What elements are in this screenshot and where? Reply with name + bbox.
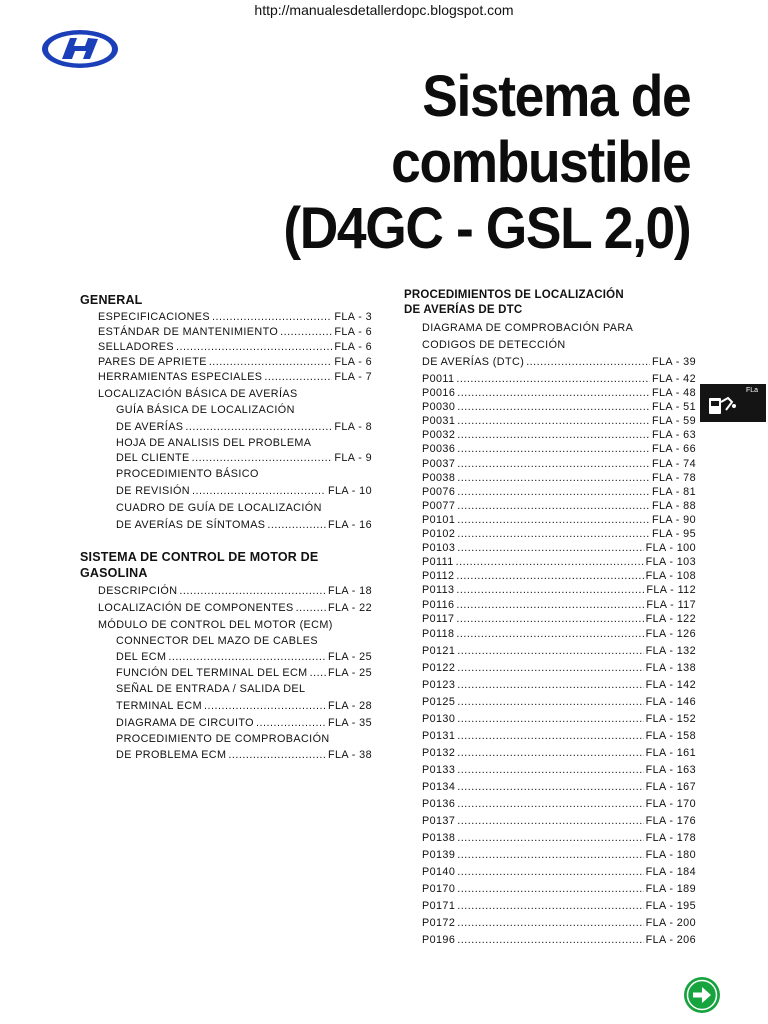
- dtc-page: FLA - 66: [651, 443, 696, 456]
- toc-entry-title: ESTÁNDAR DE MANTENIMIENTO: [98, 326, 279, 338]
- toc-subheading: MÓDULO DE CONTROL DEL MOTOR (ECM): [98, 619, 333, 631]
- dtc-code: P0130: [422, 712, 456, 725]
- toc-entry-title: DIAGRAMA DE CIRCUITO: [116, 717, 254, 729]
- dtc-entry[interactable]: [422, 428, 696, 442]
- dtc-page: FLA - 90: [651, 513, 696, 526]
- dot-leader: [456, 583, 644, 597]
- arrow-right-icon: [684, 977, 720, 1013]
- dtc-code: P0016: [422, 387, 456, 400]
- toc-entry-title: CUADRO DE GUÍA DE LOCALIZACIÓN: [116, 502, 322, 514]
- dtc-entry[interactable]: [422, 555, 696, 569]
- toc-entry-page: FLA - 6: [334, 356, 372, 368]
- dtc-entry[interactable]: [422, 442, 696, 456]
- dtc-page: FLA - 178: [645, 831, 696, 844]
- page-title: [283, 64, 690, 262]
- dtc-code: P0101: [422, 513, 456, 526]
- dtc-code: P0032: [422, 429, 456, 442]
- dtc-page: FLA - 167: [645, 780, 696, 793]
- dot-leader: [457, 915, 643, 932]
- dtc-entry[interactable]: [422, 779, 696, 796]
- dtc-page: FLA - 180: [645, 848, 696, 861]
- dot-leader: [456, 372, 650, 386]
- dtc-code: P0133: [422, 763, 456, 776]
- dtc-code: P0112: [422, 570, 455, 583]
- dtc-entry[interactable]: [422, 386, 696, 400]
- dot-leader: [212, 310, 332, 325]
- dot-leader: [457, 796, 643, 813]
- dtc-code: P0123: [422, 678, 456, 691]
- toc-right-column: [404, 288, 696, 949]
- dot-leader: [457, 643, 643, 660]
- dot-leader: [456, 598, 644, 612]
- dot-leader: [457, 471, 650, 485]
- dtc-page: FLA - 117: [646, 598, 696, 611]
- dtc-page: FLA - 189: [645, 882, 696, 895]
- dot-leader: [457, 830, 643, 847]
- dtc-code: P0140: [422, 865, 456, 878]
- dtc-code: P0137: [422, 814, 456, 827]
- toc-entry-title: CONNECTOR DEL MAZO DE CABLES: [116, 635, 318, 647]
- dot-leader: [209, 355, 333, 370]
- dtc-entry[interactable]: [422, 915, 696, 932]
- dot-leader: [457, 881, 643, 898]
- dtc-entry[interactable]: [422, 660, 696, 677]
- dtc-code: P0030: [422, 401, 456, 414]
- toc-entry-page: FLA - 18: [327, 585, 372, 597]
- dot-leader: [457, 677, 643, 694]
- dtc-entry[interactable]: [422, 847, 696, 864]
- source-url: http://manualesdetallerdopc.blogspot.com: [254, 2, 514, 18]
- dtc-code: P0076: [422, 485, 456, 498]
- toc-entry[interactable]: [98, 370, 372, 385]
- toc-entry-title: PROCEDIMIENTO DE COMPROBACIÓN: [116, 733, 330, 745]
- dtc-page: FLA - 59: [651, 415, 696, 428]
- toc-entry-page: FLA - 6: [334, 341, 372, 353]
- toc-entry-page: FLA - 28: [327, 700, 372, 712]
- tab-label: FLa: [745, 387, 758, 394]
- dtc-page: FLA - 88: [651, 499, 696, 512]
- dtc-code: P0139: [422, 848, 456, 861]
- toc-subheading: LOCALIZACIÓN BÁSICA DE AVERÍAS: [98, 388, 298, 400]
- dtc-code: P0036: [422, 443, 456, 456]
- toc-entry[interactable]: [116, 747, 372, 763]
- dtc-page: FLA - 42: [651, 373, 696, 385]
- dot-leader: [456, 555, 644, 569]
- dot-leader: [457, 527, 650, 541]
- dot-leader: [457, 898, 643, 915]
- toc-entry-title: CODIGOS DE DETECCIÓN: [422, 339, 566, 351]
- toc-entry-title: PARES DE APRIETE: [98, 356, 207, 368]
- toc-entry-title: DE AVERÍAS: [116, 421, 184, 433]
- dot-leader: [457, 513, 650, 527]
- dtc-page: FLA - 103: [645, 556, 696, 569]
- dtc-entry[interactable]: [422, 932, 696, 949]
- toc-entry-title: DEL ECM: [116, 651, 167, 663]
- dot-leader: [179, 583, 326, 600]
- dtc-entry[interactable]: [422, 830, 696, 847]
- dtc-entry[interactable]: [422, 583, 696, 597]
- dtc-page: FLA - 138: [645, 661, 696, 674]
- section-heading-dtc: [404, 288, 696, 318]
- toc-entry-title: FUNCIÓN DEL TERMINAL DEL ECM: [116, 667, 308, 679]
- toc-entry-title: DE REVISIÓN: [116, 485, 190, 497]
- toc-entry[interactable]: [98, 310, 372, 325]
- toc-entry-page: FLA - 22: [327, 602, 372, 614]
- dtc-code: P0118: [422, 627, 455, 640]
- fuel-pump-icon: [706, 392, 742, 418]
- dtc-entry[interactable]: [422, 457, 696, 471]
- dtc-page: FLA - 122: [645, 612, 696, 625]
- dot-leader: [457, 541, 643, 555]
- dtc-code: P0138: [422, 831, 456, 844]
- toc-entry-title: GUÍA BÁSICA DE LOCALIZACIÓN: [116, 404, 295, 416]
- dtc-entry[interactable]: [422, 471, 696, 485]
- dtc-page: FLA - 161: [645, 746, 696, 759]
- dtc-code: P0077: [422, 499, 456, 512]
- section-heading-line: SISTEMA DE CONTROL DE MOTOR DE: [80, 550, 319, 564]
- dtc-entry[interactable]: [422, 643, 696, 660]
- section-heading-sistema: [80, 549, 372, 581]
- dtc-page: FLA - 81: [651, 485, 696, 498]
- dot-leader: [456, 569, 643, 583]
- dot-leader: [192, 451, 333, 466]
- dtc-page: FLA - 176: [645, 814, 696, 827]
- dtc-page: FLA - 200: [645, 916, 696, 929]
- dot-leader: [457, 660, 643, 677]
- dot-leader: [185, 419, 332, 436]
- dtc-page: FLA - 132: [645, 644, 696, 657]
- dot-leader: [456, 612, 643, 626]
- toc-entry-title: DE PROBLEMA ECM: [116, 749, 227, 761]
- toc-entry-page: FLA - 7: [334, 371, 372, 383]
- toc-entry-page: FLA - 25: [327, 667, 372, 679]
- dot-leader: [457, 847, 643, 864]
- dot-leader: [457, 745, 643, 762]
- toc-entry[interactable]: [116, 517, 372, 534]
- toc-entry[interactable]: [116, 483, 372, 500]
- dot-leader: [526, 354, 650, 371]
- dtc-code: P0111: [422, 556, 454, 569]
- dtc-code: P0121: [422, 644, 456, 657]
- dtc-entry[interactable]: [422, 598, 696, 612]
- dtc-page: FLA - 74: [651, 457, 696, 470]
- dtc-entry[interactable]: [422, 485, 696, 499]
- dot-leader: [457, 485, 650, 499]
- dtc-code-list: [422, 372, 696, 949]
- dtc-entry[interactable]: [422, 541, 696, 555]
- dtc-code: P0038: [422, 471, 456, 484]
- dot-leader: [457, 457, 650, 471]
- toc-entry[interactable]: [98, 340, 372, 355]
- dtc-code: P0037: [422, 457, 456, 470]
- title-line: (D4GC - GSL 2,0): [283, 196, 690, 261]
- dot-leader: [310, 665, 326, 681]
- toc-entry-title: DEL CLIENTE: [116, 452, 190, 464]
- dot-leader: [456, 626, 643, 643]
- dtc-page: FLA - 112: [646, 584, 696, 597]
- dot-leader: [457, 694, 643, 711]
- toc-entry-title: DE AVERÍAS (DTC): [422, 356, 525, 368]
- dot-leader: [280, 325, 332, 340]
- dot-leader: [192, 483, 326, 500]
- dot-leader: [457, 711, 643, 728]
- dtc-page: FLA - 142: [645, 678, 696, 691]
- dot-leader: [457, 762, 643, 779]
- dot-leader: [457, 499, 650, 513]
- dtc-entry[interactable]: [422, 499, 696, 513]
- dtc-entry[interactable]: [422, 626, 696, 643]
- dot-leader: [204, 698, 326, 715]
- dot-leader: [457, 442, 650, 456]
- dot-leader: [457, 932, 643, 949]
- dot-leader: [457, 428, 650, 442]
- dtc-entry[interactable]: [422, 728, 696, 745]
- toc-entry[interactable]: [98, 325, 372, 340]
- dtc-page: FLA - 195: [645, 899, 696, 912]
- dtc-page: FLA - 48: [651, 387, 696, 400]
- section-heading-line: GASOLINA: [80, 566, 148, 580]
- dtc-page: FLA - 163: [645, 763, 696, 776]
- dtc-page: FLA - 108: [645, 570, 696, 583]
- dtc-code: P0103: [422, 542, 456, 555]
- toc-entry[interactable]: [116, 698, 372, 715]
- toc-entry[interactable]: [98, 583, 372, 600]
- toc-entry[interactable]: [116, 451, 372, 466]
- dtc-page: FLA - 95: [651, 528, 696, 541]
- dtc-code: P0125: [422, 695, 456, 708]
- dtc-entry[interactable]: [422, 796, 696, 813]
- dot-leader: [228, 747, 326, 763]
- dtc-entry[interactable]: [422, 612, 696, 626]
- dtc-code: P0113: [422, 584, 455, 597]
- dtc-code: P0122: [422, 661, 456, 674]
- dot-leader: [457, 386, 650, 400]
- dot-leader: [264, 370, 332, 385]
- toc-entry-page: FLA - 10: [327, 485, 372, 497]
- dtc-page: FLA - 184: [645, 865, 696, 878]
- dtc-entry[interactable]: [422, 372, 696, 386]
- dtc-page: FLA - 100: [645, 542, 696, 555]
- dot-leader: [267, 517, 326, 534]
- toc-entry[interactable]: [98, 355, 372, 370]
- dtc-page: FLA - 152: [645, 712, 696, 725]
- dtc-page: FLA - 206: [645, 933, 696, 946]
- dtc-entry[interactable]: [422, 711, 696, 728]
- dot-leader: [457, 400, 650, 414]
- toc-entry-page: FLA - 9: [334, 452, 372, 464]
- dot-leader: [457, 728, 643, 745]
- dtc-code: P0171: [422, 899, 456, 912]
- dtc-page: FLA - 78: [651, 471, 696, 484]
- hyundai-logo-icon: [40, 28, 120, 70]
- dtc-entry[interactable]: [422, 881, 696, 898]
- dtc-code: P0134: [422, 780, 456, 793]
- dtc-entry[interactable]: [422, 414, 696, 428]
- dtc-code: P0117: [422, 612, 455, 625]
- toc-entry-title: PROCEDIMIENTO BÁSICO: [116, 468, 259, 480]
- dtc-code: P0116: [422, 598, 455, 611]
- dot-leader: [168, 649, 326, 665]
- dtc-entry[interactable]: [422, 527, 696, 541]
- section-heading-line: PROCEDIMIENTOS DE LOCALIZACIÓN: [404, 289, 624, 301]
- dtc-code: P0170: [422, 882, 456, 895]
- toc-entry-title: LOCALIZACIÓN DE COMPONENTES: [98, 602, 294, 614]
- dot-leader: [457, 864, 643, 881]
- section-heading-general: GENERAL: [80, 293, 143, 307]
- dtc-entry[interactable]: [422, 569, 696, 583]
- dot-leader: [256, 715, 326, 731]
- toc-entry-title: HOJA DE ANALISIS DEL PROBLEMA: [116, 437, 312, 449]
- toc-entry-title: DE AVERÍAS DE SÍNTOMAS: [116, 519, 266, 531]
- dtc-entry[interactable]: [422, 745, 696, 762]
- toc-entry-page: FLA - 16: [327, 519, 372, 531]
- toc-entry-page: FLA - 8: [334, 421, 372, 433]
- dtc-code: P0131: [422, 729, 456, 742]
- dtc-page: FLA - 63: [651, 429, 696, 442]
- dtc-code: P0136: [422, 797, 456, 810]
- dot-leader: [296, 600, 326, 617]
- dtc-code: P0132: [422, 746, 456, 759]
- dtc-entry[interactable]: [422, 813, 696, 830]
- title-line: Sistema de: [422, 64, 690, 129]
- toc-entry[interactable]: [422, 354, 696, 371]
- dot-leader: [457, 414, 650, 428]
- dtc-entry[interactable]: [422, 694, 696, 711]
- dtc-page: FLA - 146: [645, 695, 696, 708]
- toc-entry[interactable]: [116, 715, 372, 731]
- section-heading-line: DE AVERÍAS DE DTC: [404, 304, 523, 316]
- toc-entry[interactable]: [116, 665, 372, 681]
- toc-entry-page: FLA - 38: [327, 749, 372, 761]
- toc-entry-page: FLA - 25: [327, 651, 372, 663]
- toc-entry-title: ESPECIFICACIONES: [98, 311, 210, 323]
- dtc-code: P0196: [422, 933, 456, 946]
- toc-entry[interactable]: [98, 600, 372, 617]
- toc-entry-title: DIAGRAMA DE COMPROBACIÓN PARA: [422, 322, 634, 334]
- dtc-page: FLA - 51: [651, 401, 696, 414]
- dtc-entry[interactable]: [422, 864, 696, 881]
- dot-leader: [457, 779, 643, 796]
- toc-entry[interactable]: [116, 649, 372, 665]
- toc-entry-title: SELLADORES: [98, 341, 175, 353]
- next-page-button[interactable]: [684, 977, 720, 1013]
- toc-entry-page: FLA - 6: [334, 326, 372, 338]
- toc-entry-page: FLA - 3: [334, 311, 372, 323]
- dtc-page: FLA - 126: [645, 627, 696, 640]
- dtc-entry[interactable]: [422, 898, 696, 915]
- toc-entry-title: HERRAMIENTAS ESPECIALES: [98, 371, 263, 383]
- dtc-entry[interactable]: [422, 762, 696, 779]
- dtc-entry[interactable]: [422, 513, 696, 527]
- toc-entry-title: SEÑAL DE ENTRADA / SALIDA DEL: [116, 683, 306, 695]
- toc-entry-title: TERMINAL ECM: [116, 700, 202, 712]
- dtc-page: FLA - 170: [645, 797, 696, 810]
- dot-leader: [457, 813, 643, 830]
- title-line: combustible: [390, 130, 690, 195]
- toc-entry-title: DESCRIPCIÓN: [98, 585, 178, 597]
- dtc-code: P0031: [422, 415, 456, 428]
- dtc-page: FLA - 158: [645, 729, 696, 742]
- dot-leader: [176, 340, 332, 355]
- dtc-entry[interactable]: [422, 677, 696, 694]
- toc-entry-page: FLA - 35: [327, 717, 372, 729]
- dtc-entry[interactable]: [422, 400, 696, 414]
- dtc-code: P0102: [422, 528, 456, 541]
- dtc-code: P0172: [422, 916, 456, 929]
- dtc-code: P0011: [422, 373, 455, 385]
- section-tab[interactable]: [700, 384, 766, 422]
- toc-entry-page: FLA - 39: [651, 356, 696, 368]
- toc-left-column: [80, 292, 372, 763]
- toc-entry[interactable]: [116, 419, 372, 436]
